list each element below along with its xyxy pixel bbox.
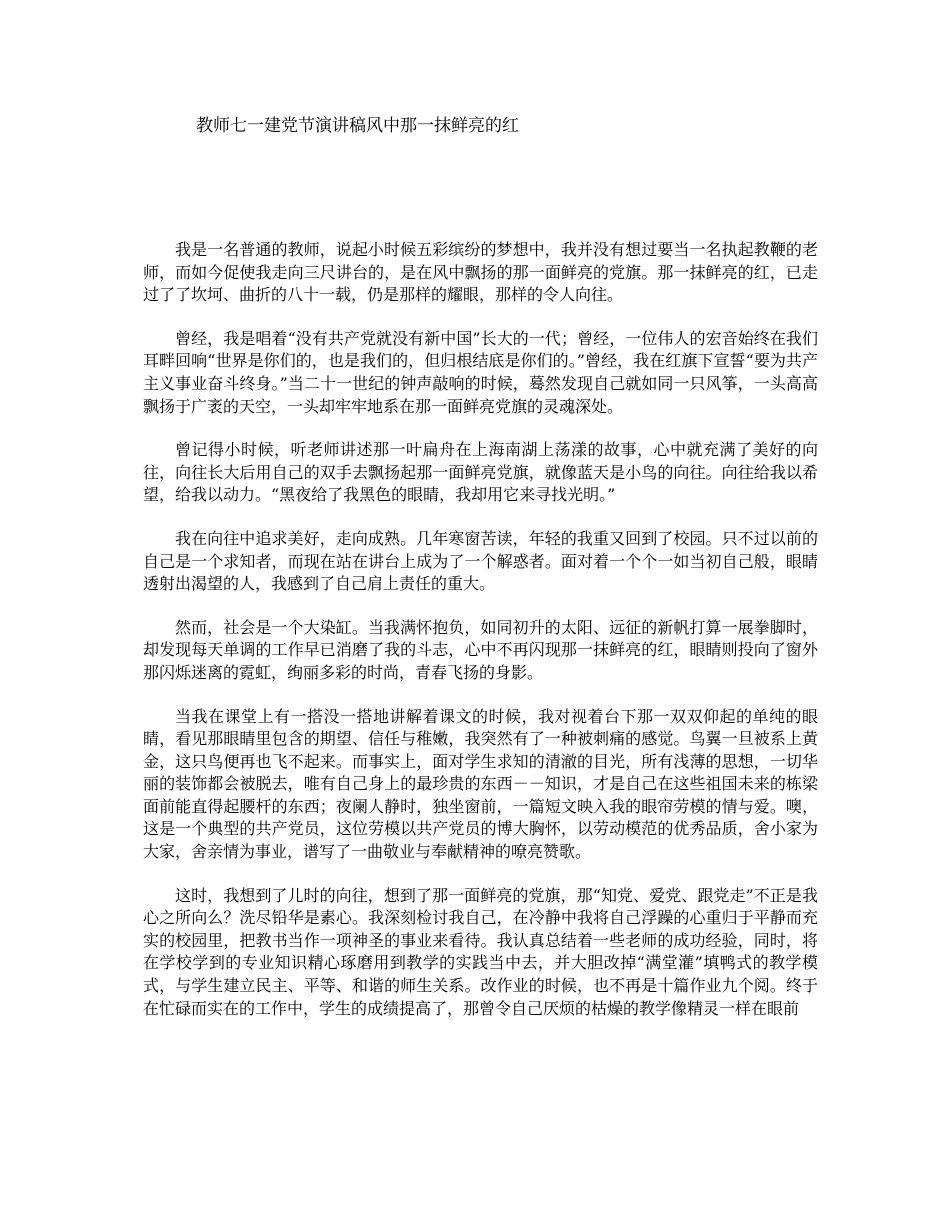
document-body: [143, 239, 818, 1041]
paragraph-6: 当我在课堂上有一搭没一搭地讲解着课文的时候，我对视着台下那一双双仰起的单纯的眼睛，看见那眼睛里包含的期望、信任与稚嫩，我突然有了一种被刺痛的感觉。鸟翼一旦被系上黄金，这只鸟便再也飞不起来。而事实上，面对学生求知的清澈的目光，所有浅薄的思想，一切华丽的装饰都会被脱去，唯有自己身上的最珍贵的东西－－知识，才是自己在这些祖国未来的栋梁面前能直得起腰杆的东西；夜阑人静时，独坐窗前，一篇短文映入我的眼帘劳模的情与爱。噢，这是一个典型的共产党员，这位劳模以共产党员的博大胸怀，以劳动模范的优秀品质，舍小家为大家，舍亲情为事业，谱写了一曲敬业与奉献精神的嘹亮赞歌。: [143, 706, 818, 862]
paragraph-3: 曾记得小时候，听老师讲述那一叶扁舟在上海南湖上荡漾的故事，心中就充满了美好的向往，向往长大后用自己的双手去飘扬起那一面鲜亮党旗，就像蓝天是小鸟的向往。向往给我以希望，给我以动力。“黑夜给了我黑色的眼睛，我却用它来寻找光明。”: [143, 440, 818, 505]
paragraph-5: 然而，社会是一个大染缸。当我满怀抱负，如同初升的太阳、远征的新帆打算一展拳脚时，却发现每天单调的工作早已消磨了我的斗志，心中不再闪现那一抹鲜亮的红，眼睛则投向了窗外那闪烁迷离的霓虹，绚丽多彩的时尚，青春飞扬的身影。: [143, 617, 818, 682]
paragraph-4: 我在向往中追求美好，走向成熟。几年寒窗苦读，年轻的我重又回到了校园。只不过以前的自己是一个求知者，而现在站在讲台上成为了一个解惑者。面对着一个个一如当初自己般，眼睛透射出渴望的人，我感到了自己肩上责任的重大。: [143, 528, 818, 594]
paragraph-1: 我是一名普通的教师，说起小时候五彩缤纷的梦想中，我并没有想过要当一名执起教鞭的老师，而如今促使我走向三尺讲台的，是在风中飘扬的那一面鲜亮的党旗。那一抹鲜亮的红，已走过了了坎坷、曲折的八十一载，仍是那样的耀眼，那样的令人向往。: [143, 240, 818, 305]
paragraph-7: 这时，我想到了儿时的向往，想到了那一面鲜亮的党旗，那“知党、爱党、跟党走”不正是我心之所向么？洗尽铅华是素心。我深刻检讨我自己，在冷静中我将自己浮躁的心重归于平静而充实的校园里，把教书当作一项神圣的事业来看待。我认真总结着一些老师的成功经验，同时，将在学校学到的专业知识精心琢磨用到教学的实践当中去，并大胆改掉“满堂灌”填鸭式的教学模式，与学生建立民主、平等、和谐的师生关系。改作业的时候，也不再是十篇作业九个阅。终于在忙碌而实在的工作中，学生的成绩提高了，那曾令自己厌烦的枯燥的教学像精灵一样在眼前: [143, 885, 818, 1018]
paragraph-2: 曾经，我是唱着“没有共产党就没有新中国”长大的一代；曾经，一位伟人的宏音始终在我们耳畔回响“世界是你们的，也是我们的，但归根结底是你们的。”曾经，我在红旗下宣誓“要为共产主义事业奋斗终身。”当二十一世纪的钟声敲响的时候，蓦然发现自己就如同一只风筝，一头高高飘扬于广袤的天空，一头却牢牢地系在那一面鲜亮党旗的灵魂深处。: [143, 328, 818, 416]
document-title: 教师七一建党节演讲稿风中那一抹鲜亮的红: [196, 116, 519, 136]
